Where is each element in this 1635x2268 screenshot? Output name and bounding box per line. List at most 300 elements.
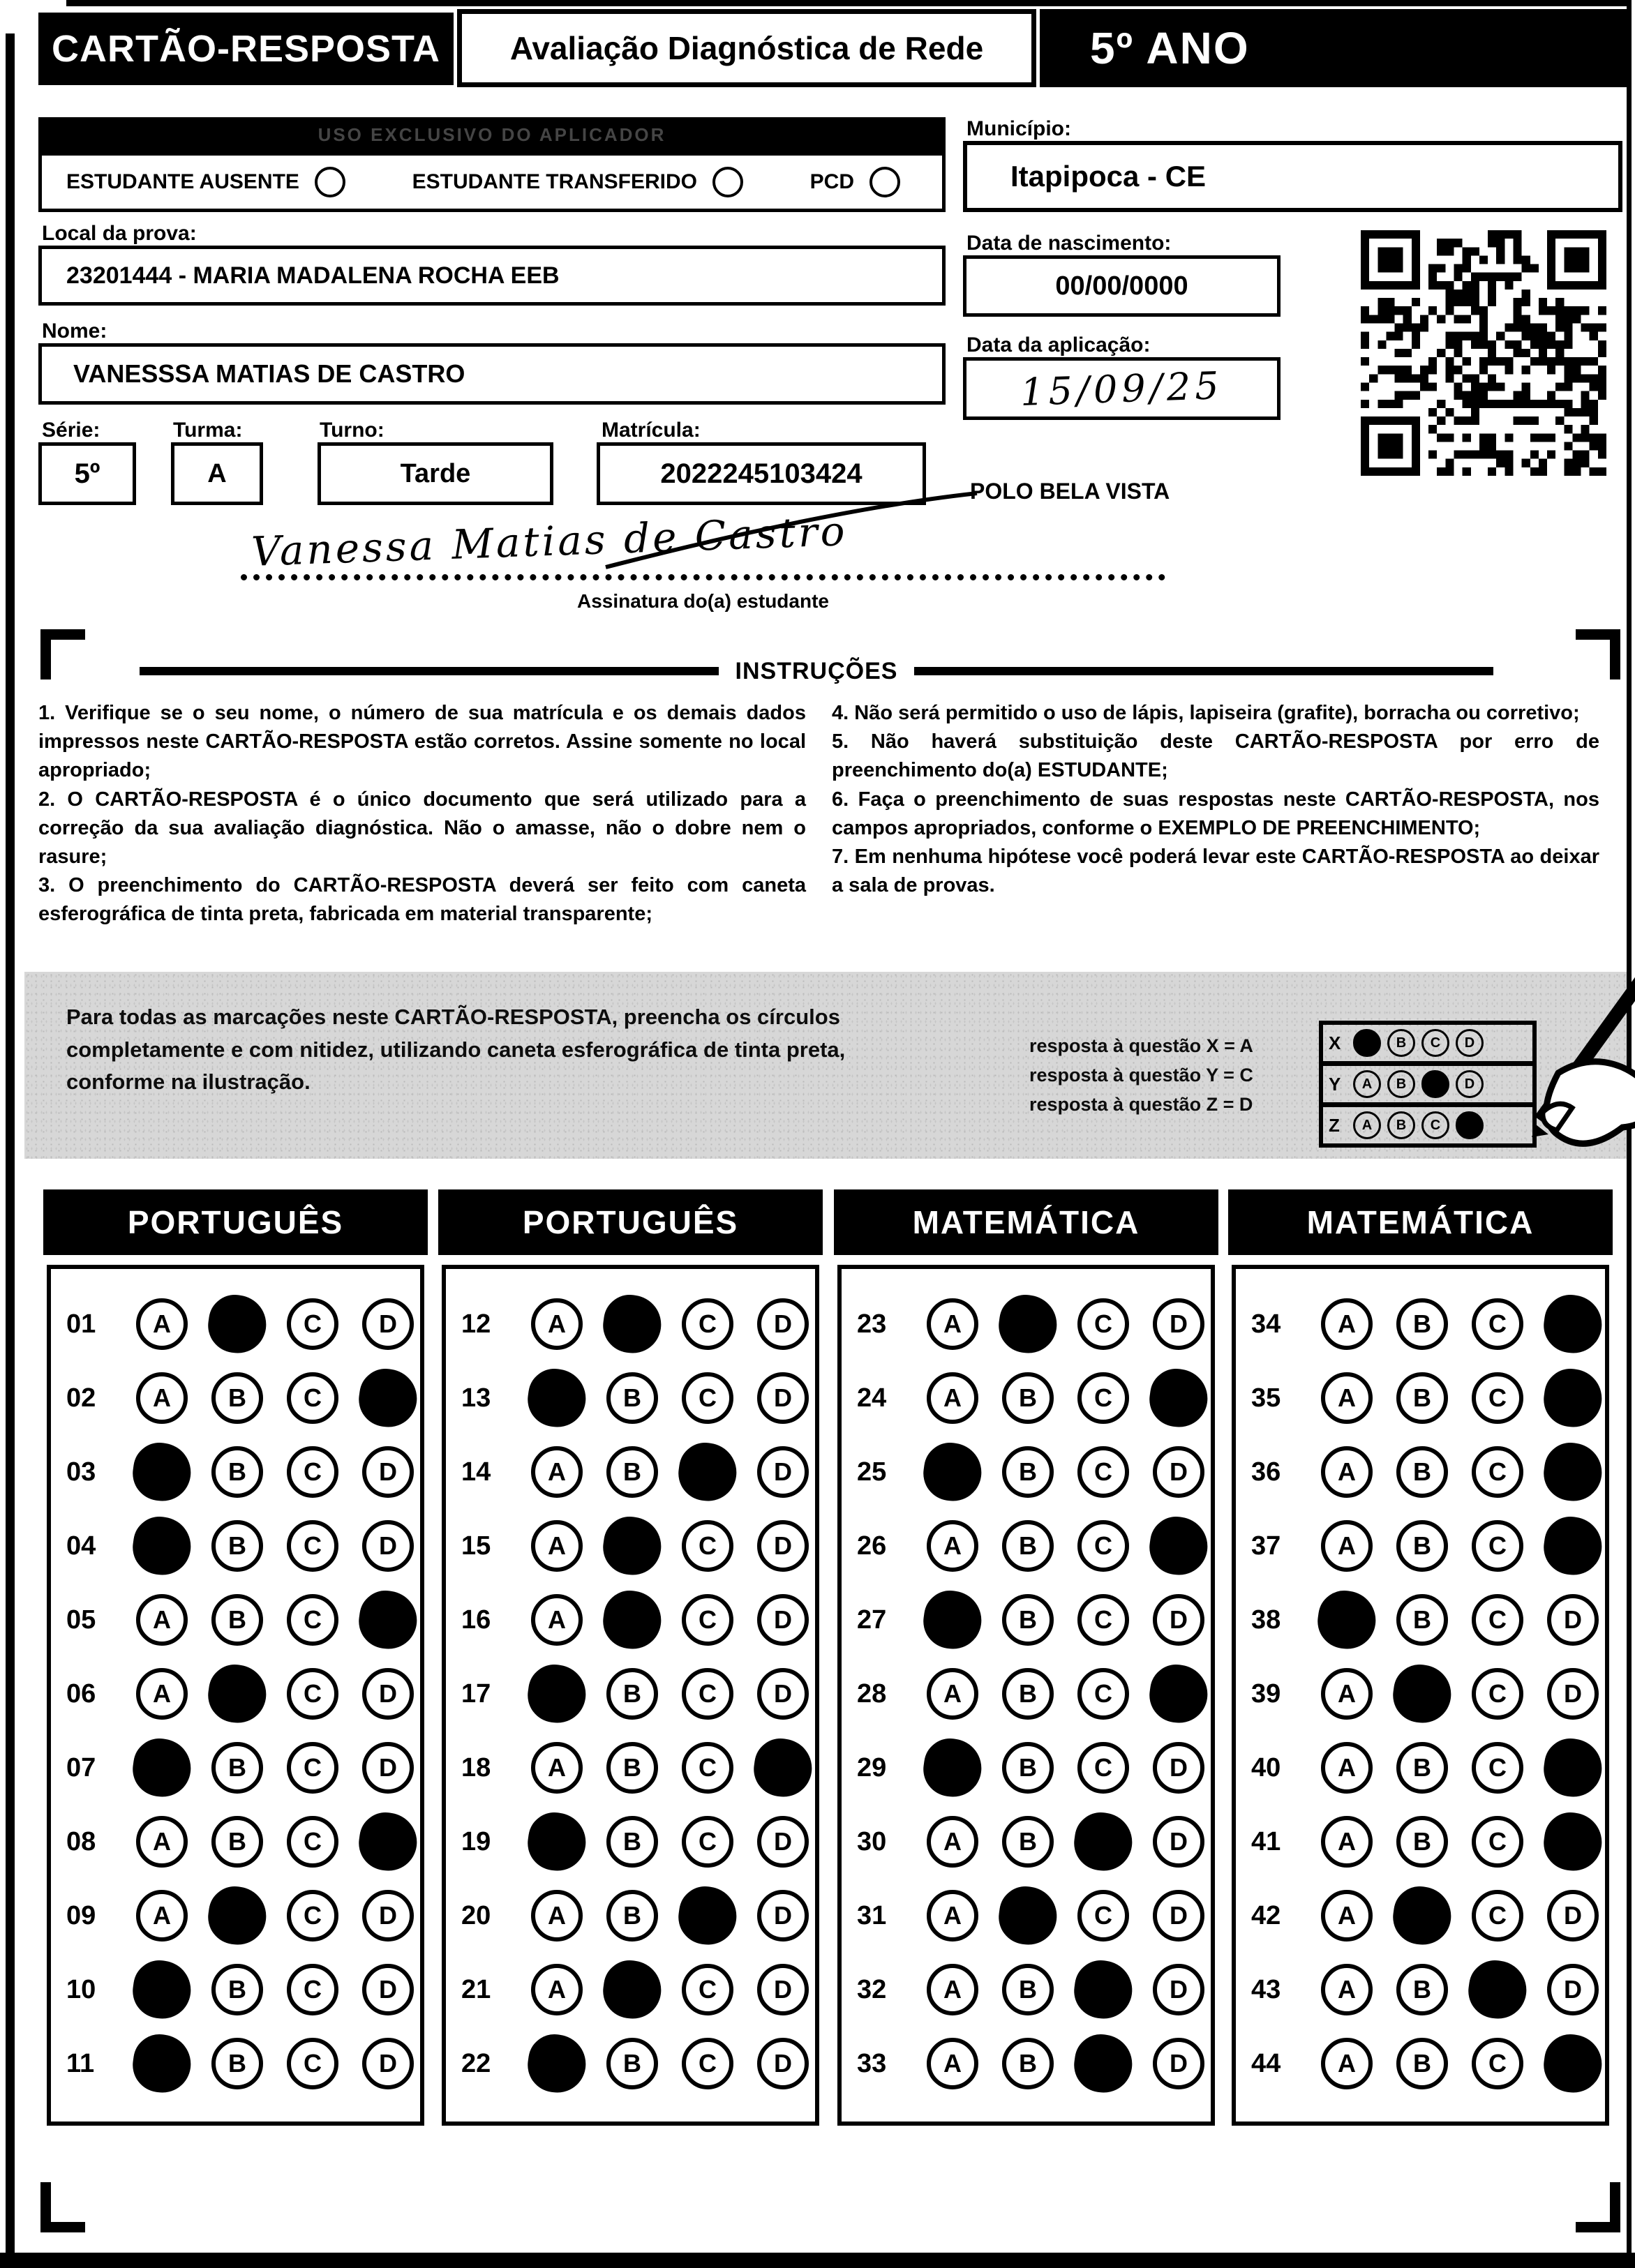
question-row-34 xyxy=(1236,1287,1605,1361)
bubble-q10-C[interactable]: C xyxy=(287,1964,338,2015)
applicator-option-2 xyxy=(810,167,900,197)
bubble-q16-A[interactable]: A xyxy=(531,1594,583,1646)
nome-value: VANESSSA MATIAS DE CASTRO xyxy=(73,359,465,388)
bubble-q17-D[interactable]: D xyxy=(757,1668,809,1720)
bubble-q05-D-marked[interactable] xyxy=(355,1587,421,1653)
bubble-q15-A[interactable]: A xyxy=(531,1520,583,1572)
local-label: Local da prova: xyxy=(42,222,197,245)
bubble-q39-C[interactable]: C xyxy=(1472,1668,1523,1720)
bubble-q24-A[interactable]: A xyxy=(927,1372,978,1424)
subject-header-3: MATEMÁTICA xyxy=(1228,1189,1613,1255)
bubble-q40-C[interactable]: C xyxy=(1472,1742,1523,1794)
question-number: 08 xyxy=(66,1826,96,1856)
bubble-q37-D-marked[interactable] xyxy=(1540,1513,1606,1579)
question-row-36 xyxy=(1236,1435,1605,1509)
bubble-q39-D[interactable]: D xyxy=(1547,1668,1599,1720)
top-edge-rule xyxy=(66,0,1632,6)
question-row-15 xyxy=(446,1509,815,1583)
example-row-label: Y xyxy=(1329,1073,1341,1095)
applicator-option-label: ESTUDANTE TRANSFERIDO xyxy=(412,170,697,193)
question-row-01 xyxy=(51,1287,420,1361)
municipio-field xyxy=(963,141,1622,212)
bubble-q23-C[interactable]: C xyxy=(1077,1298,1129,1350)
polo-label: POLO BELA VISTA xyxy=(970,479,1170,504)
bubble-q32-B[interactable]: B xyxy=(1002,1964,1054,2015)
aplicacao-field[interactable] xyxy=(963,357,1281,420)
matricula-value: 2022245103424 xyxy=(660,458,863,489)
question-number: 09 xyxy=(66,1900,96,1930)
question-number: 20 xyxy=(461,1900,491,1930)
bubble-q11-B[interactable]: B xyxy=(211,2038,263,2089)
bubble-q34-A[interactable]: A xyxy=(1321,1298,1373,1350)
applicator-option-circle[interactable] xyxy=(712,167,743,197)
bubble-q24-B[interactable]: B xyxy=(1002,1372,1054,1424)
bubble-q08-A[interactable]: A xyxy=(136,1816,188,1868)
title-rule-left xyxy=(140,667,719,675)
bubble-q04-C[interactable]: C xyxy=(287,1520,338,1572)
bubble-q27-D[interactable]: D xyxy=(1153,1594,1204,1646)
nascimento-label: Data de nascimento: xyxy=(966,232,1172,255)
bubble-q14-B[interactable]: B xyxy=(606,1446,658,1498)
question-row-40 xyxy=(1236,1731,1605,1805)
bubble-q19-A-marked[interactable] xyxy=(524,1809,590,1875)
question-number: 02 xyxy=(66,1383,96,1413)
example-bubble-Z-B: B xyxy=(1387,1111,1415,1139)
bubble-q26-C[interactable]: C xyxy=(1077,1520,1129,1572)
bubble-q24-C[interactable]: C xyxy=(1077,1372,1129,1424)
question-number: 35 xyxy=(1251,1383,1281,1413)
example-bubble-Y-A: A xyxy=(1353,1070,1381,1098)
question-row-25 xyxy=(842,1435,1211,1509)
bubble-q17-C[interactable]: C xyxy=(682,1668,733,1720)
answer-box-0 xyxy=(47,1265,424,2126)
bubble-q03-D[interactable]: D xyxy=(362,1446,414,1498)
bubble-q37-B[interactable]: B xyxy=(1396,1520,1448,1572)
question-row-42 xyxy=(1236,1879,1605,1953)
question-row-27 xyxy=(842,1583,1211,1657)
instructions-right-column xyxy=(832,699,1599,900)
bubble-q25-B[interactable]: B xyxy=(1002,1446,1054,1498)
card-title: CARTÃO-RESPOSTA xyxy=(38,13,454,85)
turma-label: Turma: xyxy=(173,419,243,442)
bubble-q28-C[interactable]: C xyxy=(1077,1668,1129,1720)
crop-mark-bottom-right xyxy=(1576,2182,1620,2232)
bubble-q35-D-marked[interactable] xyxy=(1540,1365,1606,1431)
bubble-q09-D[interactable]: D xyxy=(362,1890,414,1942)
turma-field xyxy=(171,442,263,505)
question-number: 40 xyxy=(1251,1752,1281,1782)
bubble-q40-A[interactable]: A xyxy=(1321,1742,1373,1794)
bubble-q42-A[interactable]: A xyxy=(1321,1890,1373,1942)
serie-value: 5º xyxy=(74,458,100,489)
question-row-18 xyxy=(446,1731,815,1805)
bubble-q25-A-marked[interactable] xyxy=(920,1439,985,1505)
question-number: 13 xyxy=(461,1383,491,1413)
bubble-q41-B[interactable]: B xyxy=(1396,1816,1448,1868)
bubble-q25-D[interactable]: D xyxy=(1153,1446,1204,1498)
nome-field xyxy=(38,343,946,405)
question-number: 18 xyxy=(461,1752,491,1782)
bubble-q28-A[interactable]: A xyxy=(927,1668,978,1720)
municipio-value: Itapipoca - CE xyxy=(1010,160,1207,193)
bubble-q41-C[interactable]: C xyxy=(1472,1816,1523,1868)
answer-box-2 xyxy=(837,1265,1215,2126)
question-number: 39 xyxy=(1251,1679,1281,1708)
fill-example-legend xyxy=(1029,1032,1253,1120)
bubble-q18-B[interactable]: B xyxy=(606,1742,658,1794)
question-number: 10 xyxy=(66,1974,96,2004)
question-row-13 xyxy=(446,1361,815,1435)
question-row-35 xyxy=(1236,1361,1605,1435)
bubble-q38-D[interactable]: D xyxy=(1547,1594,1599,1646)
bubble-q18-A[interactable]: A xyxy=(531,1742,583,1794)
grade-badge: 5º ANO xyxy=(1040,9,1629,87)
bubble-q22-A-marked[interactable] xyxy=(524,2031,590,2096)
bubble-q32-A[interactable]: A xyxy=(927,1964,978,2015)
bubble-q14-A[interactable]: A xyxy=(531,1446,583,1498)
signature-caption: Assinatura do(a) estudante xyxy=(577,590,829,612)
fill-example-band xyxy=(24,972,1627,1159)
bubble-q07-A-marked[interactable] xyxy=(129,1735,195,1801)
instruction-item-3: 3. O preenchimento do CARTÃO-RESPOSTA deverá ser feito com caneta esferográfica de tinta preta, fabricada em material transparente; xyxy=(38,874,806,926)
question-row-16 xyxy=(446,1583,815,1657)
bubble-q18-C[interactable]: C xyxy=(682,1742,733,1794)
question-row-23 xyxy=(842,1287,1211,1361)
bubble-q37-A[interactable]: A xyxy=(1321,1520,1373,1572)
question-row-02 xyxy=(51,1361,420,1435)
bubble-q41-A[interactable]: A xyxy=(1321,1816,1373,1868)
bubble-q31-C[interactable]: C xyxy=(1077,1890,1129,1942)
question-number: 07 xyxy=(66,1752,96,1782)
serie-label: Série: xyxy=(42,419,100,442)
question-number: 31 xyxy=(857,1900,887,1930)
bubble-q35-A[interactable]: A xyxy=(1321,1372,1373,1424)
bubble-q36-A[interactable]: A xyxy=(1321,1446,1373,1498)
bubble-q27-A-marked[interactable] xyxy=(920,1587,985,1653)
bubble-q03-C[interactable]: C xyxy=(287,1446,338,1498)
bubble-q43-A[interactable]: A xyxy=(1321,1964,1373,2015)
bubble-q23-D[interactable]: D xyxy=(1153,1298,1204,1350)
bubble-q43-D[interactable]: D xyxy=(1547,1964,1599,2015)
bubble-q08-D-marked[interactable] xyxy=(355,1809,421,1875)
bubble-q20-A[interactable]: A xyxy=(531,1890,583,1942)
bubble-q31-A[interactable]: A xyxy=(927,1890,978,1942)
crop-mark-bottom-left xyxy=(40,2182,85,2232)
bubble-q36-B[interactable]: B xyxy=(1396,1446,1448,1498)
bubble-q16-C[interactable]: C xyxy=(682,1594,733,1646)
bubble-q11-C[interactable]: C xyxy=(287,2038,338,2089)
bubble-q02-A[interactable]: A xyxy=(136,1372,188,1424)
example-bubble-Y-D: D xyxy=(1456,1070,1484,1098)
instructions-left-column xyxy=(38,699,806,929)
applicator-option-circle[interactable] xyxy=(315,167,345,197)
left-edge-rule xyxy=(6,33,15,2255)
bubble-q20-C-marked[interactable] xyxy=(675,1883,740,1948)
question-number: 25 xyxy=(857,1457,887,1487)
bubble-q01-D[interactable]: D xyxy=(362,1298,414,1350)
bubble-q17-A-marked[interactable] xyxy=(524,1661,590,1727)
bubble-q09-B-marked[interactable] xyxy=(204,1883,270,1948)
question-row-12 xyxy=(446,1287,815,1361)
bubble-q30-B[interactable]: B xyxy=(1002,1816,1054,1868)
bubble-q07-B[interactable]: B xyxy=(211,1742,263,1794)
bubble-q19-C[interactable]: C xyxy=(682,1816,733,1868)
bubble-q38-B[interactable]: B xyxy=(1396,1594,1448,1646)
bubble-q35-B[interactable]: B xyxy=(1396,1372,1448,1424)
bubble-q42-B-marked[interactable] xyxy=(1389,1883,1455,1948)
bubble-q42-D[interactable]: D xyxy=(1547,1890,1599,1942)
bubble-q43-B[interactable]: B xyxy=(1396,1964,1448,2015)
bubble-q29-A-marked[interactable] xyxy=(920,1735,985,1801)
bubble-q25-C[interactable]: C xyxy=(1077,1446,1129,1498)
bubble-q22-B[interactable]: B xyxy=(606,2038,658,2089)
local-value: 23201444 - MARIA MADALENA ROCHA EEB xyxy=(66,262,560,289)
question-number: 19 xyxy=(461,1826,491,1856)
bubble-q20-B[interactable]: B xyxy=(606,1890,658,1942)
question-row-26 xyxy=(842,1509,1211,1583)
bubble-q21-B-marked[interactable] xyxy=(599,1957,665,2022)
bubble-q44-D-marked[interactable] xyxy=(1540,2031,1606,2096)
bubble-q07-C[interactable]: C xyxy=(287,1742,338,1794)
bubble-q40-D-marked[interactable] xyxy=(1540,1735,1606,1801)
bubble-q32-D[interactable]: D xyxy=(1153,1964,1204,2015)
question-row-28 xyxy=(842,1657,1211,1731)
qr-code xyxy=(1361,230,1606,476)
bubble-q30-C-marked[interactable] xyxy=(1070,1809,1136,1875)
bubble-q07-D[interactable]: D xyxy=(362,1742,414,1794)
bubble-q15-C[interactable]: C xyxy=(682,1520,733,1572)
aplicacao-label: Data da aplicação: xyxy=(966,333,1151,356)
bubble-q33-C-marked[interactable] xyxy=(1070,2031,1136,2096)
instruction-item-4: 4. Não será permitido o uso de lápis, lapiseira (grafite), borracha ou corretivo; xyxy=(832,702,1580,724)
serie-field xyxy=(38,442,136,505)
bubble-q02-C[interactable]: C xyxy=(287,1372,338,1424)
question-row-37 xyxy=(1236,1509,1605,1583)
question-number: 43 xyxy=(1251,1974,1281,2004)
bubble-q12-A[interactable]: A xyxy=(531,1298,583,1350)
bubble-q44-B[interactable]: B xyxy=(1396,2038,1448,2089)
bubble-q06-A[interactable]: A xyxy=(136,1668,188,1720)
bubble-q39-A[interactable]: A xyxy=(1321,1668,1373,1720)
bubble-q19-B[interactable]: B xyxy=(606,1816,658,1868)
crop-mark-top-left xyxy=(40,629,85,679)
bubble-q29-C[interactable]: C xyxy=(1077,1742,1129,1794)
bubble-q36-C[interactable]: C xyxy=(1472,1446,1523,1498)
signature-line[interactable] xyxy=(241,544,1165,580)
bubble-q03-A-marked[interactable] xyxy=(129,1439,195,1505)
bubble-q21-D[interactable]: D xyxy=(757,1964,809,2015)
instruction-item-6: 6. Faça o preenchimento de suas respostas neste CARTÃO-RESPOSTA, nos campos apropriados, conforme o EXEMPLO DE PREENCHIMENTO; xyxy=(832,788,1599,839)
question-number: 05 xyxy=(66,1605,96,1635)
answer-box-1 xyxy=(442,1265,819,2126)
bubble-q28-D-marked[interactable] xyxy=(1146,1661,1211,1727)
bubble-q33-B[interactable]: B xyxy=(1002,2038,1054,2089)
bubble-q12-D[interactable]: D xyxy=(757,1298,809,1350)
bubble-q27-C[interactable]: C xyxy=(1077,1594,1129,1646)
bubble-q30-A[interactable]: A xyxy=(927,1816,978,1868)
bubble-q29-B[interactable]: B xyxy=(1002,1742,1054,1794)
bubble-q01-C[interactable]: C xyxy=(287,1298,338,1350)
bubble-q39-B-marked[interactable] xyxy=(1389,1661,1455,1727)
bubble-q11-A-marked[interactable] xyxy=(129,2031,195,2096)
instruction-item-7: 7. Em nenhuma hipótese você poderá levar este CARTÃO-RESPOSTA ao deixar a sala de provas. xyxy=(832,845,1599,897)
bubble-q09-A[interactable]: A xyxy=(136,1890,188,1942)
question-number: 26 xyxy=(857,1531,887,1561)
bubble-q40-B[interactable]: B xyxy=(1396,1742,1448,1794)
bubble-q21-C[interactable]: C xyxy=(682,1964,733,2015)
bubble-q36-D-marked[interactable] xyxy=(1540,1439,1606,1505)
example-bubble-Z-C: C xyxy=(1421,1111,1449,1139)
bubble-q05-A[interactable]: A xyxy=(136,1594,188,1646)
bubble-q26-D-marked[interactable] xyxy=(1146,1513,1211,1579)
crop-mark-top-right xyxy=(1576,629,1620,679)
bubble-q05-B[interactable]: B xyxy=(211,1594,263,1646)
bubble-q12-C[interactable]: C xyxy=(682,1298,733,1350)
bubble-q41-D-marked[interactable] xyxy=(1540,1809,1606,1875)
example-bubble-X-C: C xyxy=(1421,1029,1449,1057)
question-number: 24 xyxy=(857,1383,887,1413)
bubble-q32-C-marked[interactable] xyxy=(1070,1957,1136,2022)
bubble-q15-D[interactable]: D xyxy=(757,1520,809,1572)
bubble-q33-A[interactable]: A xyxy=(927,2038,978,2089)
answer-column-3 xyxy=(1228,1189,1613,2126)
question-row-41 xyxy=(1236,1805,1605,1879)
bubble-q35-C[interactable]: C xyxy=(1472,1372,1523,1424)
bubble-q03-B[interactable]: B xyxy=(211,1446,263,1498)
bubble-q04-D[interactable]: D xyxy=(362,1520,414,1572)
bubble-q34-B[interactable]: B xyxy=(1396,1298,1448,1350)
bubble-q09-C[interactable]: C xyxy=(287,1890,338,1942)
question-row-11 xyxy=(51,2027,420,2101)
bubble-q18-D-marked[interactable] xyxy=(750,1735,816,1801)
bubble-q21-A[interactable]: A xyxy=(531,1964,583,2015)
applicator-option-circle[interactable] xyxy=(869,167,900,197)
bubble-q43-C-marked[interactable] xyxy=(1465,1957,1530,2022)
instruction-item-1: 1. Verifique se o seu nome, o número de sua matrícula e os demais dados impressos neste CARTÃO-RESPOSTA estão corretos. Assine somente no local apropriado; xyxy=(38,702,806,782)
question-row-14 xyxy=(446,1435,815,1509)
bubble-q11-D[interactable]: D xyxy=(362,2038,414,2089)
bubble-q33-D[interactable]: D xyxy=(1153,2038,1204,2089)
bubble-q34-C[interactable]: C xyxy=(1472,1298,1523,1350)
bubble-q30-D[interactable]: D xyxy=(1153,1816,1204,1868)
bubble-q14-D[interactable]: D xyxy=(757,1446,809,1498)
turma-value: A xyxy=(207,458,227,488)
answer-column-2 xyxy=(834,1189,1218,2126)
bubble-q22-C[interactable]: C xyxy=(682,2038,733,2089)
question-number: 16 xyxy=(461,1605,491,1635)
bubble-q01-B-marked[interactable] xyxy=(204,1291,270,1357)
bubble-q13-C[interactable]: C xyxy=(682,1372,733,1424)
bubble-q10-B[interactable]: B xyxy=(211,1964,263,2015)
question-number: 23 xyxy=(857,1309,887,1339)
bubble-q44-C[interactable]: C xyxy=(1472,2038,1523,2089)
bubble-q34-D-marked[interactable] xyxy=(1540,1291,1606,1357)
legend-line-0: resposta à questão X = A xyxy=(1029,1035,1253,1056)
question-row-44 xyxy=(1236,2027,1605,2101)
bubble-q02-D-marked[interactable] xyxy=(355,1365,421,1431)
bubble-q06-B-marked[interactable] xyxy=(204,1661,270,1727)
bubble-q38-A-marked[interactable] xyxy=(1314,1587,1380,1653)
bubble-q10-D[interactable]: D xyxy=(362,1964,414,2015)
nascimento-value: 00/00/0000 xyxy=(1055,271,1188,301)
bubble-q24-D-marked[interactable] xyxy=(1146,1365,1211,1431)
question-number: 11 xyxy=(66,2048,95,2078)
bubble-q23-B-marked[interactable] xyxy=(995,1291,1061,1357)
bubble-q16-B-marked[interactable] xyxy=(599,1587,665,1653)
question-row-33 xyxy=(842,2027,1211,2101)
question-row-08 xyxy=(51,1805,420,1879)
example-bubble-Z-A: A xyxy=(1353,1111,1381,1139)
bubble-q13-A-marked[interactable] xyxy=(524,1365,590,1431)
bubble-q22-D[interactable]: D xyxy=(757,2038,809,2089)
bubble-q20-D[interactable]: D xyxy=(757,1890,809,1942)
bubble-q08-C[interactable]: C xyxy=(287,1816,338,1868)
fill-example-text: Para todas as marcações neste CARTÃO-RESPOSTA, preencha os círculos completamente e com nitidez, utilizando caneta esferográfica de tinta preta, conforme na ilustração. xyxy=(66,1005,846,1094)
question-row-21 xyxy=(446,1953,815,2027)
bubble-q02-B[interactable]: B xyxy=(211,1372,263,1424)
bubble-q04-B[interactable]: B xyxy=(211,1520,263,1572)
question-row-04 xyxy=(51,1509,420,1583)
bubble-q08-B[interactable]: B xyxy=(211,1816,263,1868)
nome-label: Nome: xyxy=(42,320,107,343)
question-row-39 xyxy=(1236,1657,1605,1731)
bubble-q12-B-marked[interactable] xyxy=(599,1291,665,1357)
legend-line-2: resposta à questão Z = D xyxy=(1029,1093,1253,1115)
local-field xyxy=(38,246,946,306)
example-bubble-X-D: D xyxy=(1456,1029,1484,1057)
bubble-q28-B[interactable]: B xyxy=(1002,1668,1054,1720)
subject-header-2: MATEMÁTICA xyxy=(834,1189,1218,1255)
bubble-q31-D[interactable]: D xyxy=(1153,1890,1204,1942)
bubble-q04-A-marked[interactable] xyxy=(129,1513,195,1579)
applicator-option-label: PCD xyxy=(809,170,854,193)
bubble-q15-B-marked[interactable] xyxy=(599,1513,665,1579)
bubble-q23-A[interactable]: A xyxy=(927,1298,978,1350)
bubble-q42-C[interactable]: C xyxy=(1472,1890,1523,1942)
question-row-20 xyxy=(446,1879,815,1953)
bubble-q06-C[interactable]: C xyxy=(287,1668,338,1720)
question-number: 34 xyxy=(1251,1309,1281,1339)
bubble-q29-D[interactable]: D xyxy=(1153,1742,1204,1794)
bubble-q14-C-marked[interactable] xyxy=(675,1439,740,1505)
bubble-q44-A[interactable]: A xyxy=(1321,2038,1373,2089)
question-number: 27 xyxy=(857,1605,887,1635)
turno-field xyxy=(318,442,553,505)
question-number: 14 xyxy=(461,1457,491,1487)
title-rule-right xyxy=(914,667,1493,675)
bubble-q01-A[interactable]: A xyxy=(136,1298,188,1350)
bubble-q13-B[interactable]: B xyxy=(606,1372,658,1424)
bubble-q38-C[interactable]: C xyxy=(1472,1594,1523,1646)
bubble-q10-A-marked[interactable] xyxy=(129,1957,195,2022)
question-row-24 xyxy=(842,1361,1211,1435)
bubble-q05-C[interactable]: C xyxy=(287,1594,338,1646)
bubble-q17-B[interactable]: B xyxy=(606,1668,658,1720)
bubble-q19-D[interactable]: D xyxy=(757,1816,809,1868)
bubble-q37-C[interactable]: C xyxy=(1472,1520,1523,1572)
bubble-q06-D[interactable]: D xyxy=(362,1668,414,1720)
bubble-q27-B[interactable]: B xyxy=(1002,1594,1054,1646)
instructions-title: INSTRUÇÕES xyxy=(735,657,898,684)
instruction-item-5: 5. Não haverá substituição deste CARTÃO-RESPOSTA por erro de preenchimento do(a) ESTUDANTE; xyxy=(832,730,1599,782)
bubble-q26-B[interactable]: B xyxy=(1002,1520,1054,1572)
answer-column-0 xyxy=(43,1189,428,2126)
bubble-q13-D[interactable]: D xyxy=(757,1372,809,1424)
question-row-38 xyxy=(1236,1583,1605,1657)
bubble-q26-A[interactable]: A xyxy=(927,1520,978,1572)
bubble-q31-B-marked[interactable] xyxy=(995,1883,1061,1948)
bubble-q16-D[interactable]: D xyxy=(757,1594,809,1646)
